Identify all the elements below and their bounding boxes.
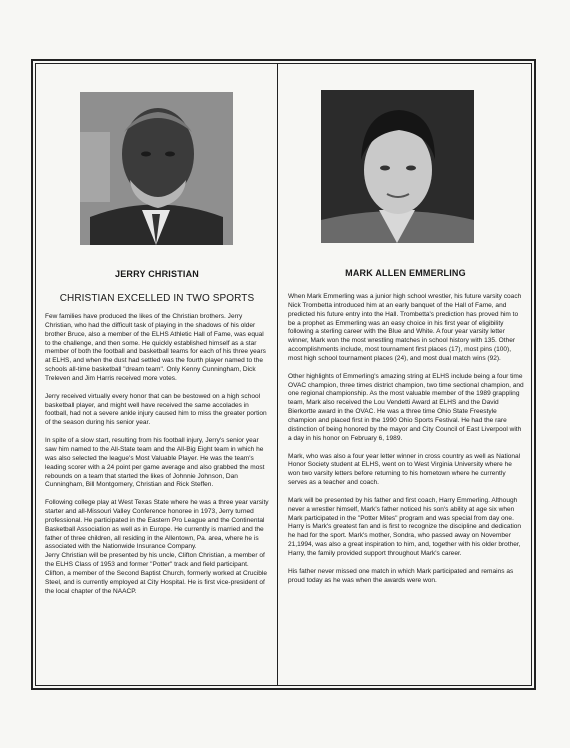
left-paragraph: In spite of a slow start, resulting from his football injury, Jerry's senior year saw him named to the All-State team and the All-Big Eight team in which he was also selected the league's Most Valuable Player. He was the team's leading scorer with a 24 point per game average and also grabbed the most rebounds on a team that started the likes of Johnnie Johnson, Dan Cunningham, Bill Montgomery, Christian and Rick Steffen. bbox=[45, 437, 265, 489]
right-paragraph: When Mark Emmerling was a junior high school wrestler, his future varsity coach Nick Trombetta introduced him at an early banquet of the Hall of Fame, and predicted his future entry into the Hall. Trombetta's prediction has proved him to be a prophet as Emmerling was an easy choice in his first year of eligibility following a sterling career with the Blue and White. A four year varsity letter winner, Mark won the most wrestling matches in school history with 135. Other accomplishments include, most tournament first places (17), most pins (100), most high school tournament places (24), and most dual match wins (92). bbox=[288, 293, 522, 362]
left-name: JERRY CHRISTIAN bbox=[114, 269, 199, 279]
portrait-photo-jerry-christian bbox=[80, 92, 233, 245]
column-divider bbox=[277, 64, 278, 685]
left-column bbox=[40, 64, 274, 684]
right-paragraph: His father never missed one match in which Mark participated and remains as proud today as he was when the awards were won. bbox=[288, 567, 514, 584]
right-body bbox=[288, 293, 525, 594]
right-paragraph: Mark will be presented by his father and first coach, Harry Emmerling. Although never a wrestler himself, Mark's father noticed his son's ability at age six when Mark participated in the "Potter Mites" program and was special from day one. Harry is Mark's greatest fan and is first to recognize the discipline and dedication he had for the sport. Mark's mother, Sondra, who passed away on November 21,1994, was also a great inspiration to him, and, together with his older brother, Harry, the family provided support throughout Mark's career. bbox=[288, 496, 522, 557]
left-paragraph: Few families have produced the likes of the Christian brothers. Jerry Christian, who had the difficult task of playing in the shadows of his older brother Bruce, also a member of the ELHS Athletic Hall of Fame, was equal to the challenge, and then some. He quickly established himself as a star member of both the football and basketball teams for each of his three years at ELHS, and when the dust had settled was the fourth player named to the schools all-time basketball "dream team". Only Kenny Cunningham, Dick Treleven and Jim Harris received more votes. bbox=[45, 313, 266, 382]
left-subtitle: CHRISTIAN EXCELLED IN TWO SPORTS bbox=[59, 293, 255, 304]
left-paragraph: Following college play at West Texas State where he was a three year varsity starter and all-Missouri Valley Conference honoree in 1973, Jerry turned professional. He participated in the Eastern Pro League and the Continental Basketball Association as well as in Europe. He currently is married and the father of three children, all residing in the Allentown, Pa. area, where he is associated with the Nationwide Insurance Company. Jerry Christian will be presented by his uncle, Clifton Christian, a member of the ELHS Class of 1953 and former "Potter" track and field participant. Clifton, a member of the Second Baptist Church, formerly worked at Crucible Steel, and is currently employed at City Hospital. He is first vice-president of the local chapter of the NAACP. bbox=[45, 499, 269, 595]
portrait-photo-mark-emmerling bbox=[321, 90, 474, 243]
right-name: MARK ALLEN EMMERLING bbox=[345, 268, 466, 278]
left-paragraph: Jerry received virtually every honor that can be bestowed on a high school basketball player, and might well have received the same accolades in football, had not a severe ankle injury caused him to miss the greater portion of the season during his senior year. bbox=[45, 392, 267, 427]
right-paragraph: Mark, who was also a four year letter winner in cross country as well as National Honor Society student at ELHS, went on to West Virginia University where he won two varsity letters before returning to his hometown where he currently serves as a teacher and coach. bbox=[288, 452, 521, 487]
right-column bbox=[283, 64, 528, 684]
portrait-photo-icon bbox=[321, 90, 474, 243]
portrait-photo-icon bbox=[80, 92, 233, 245]
left-body bbox=[45, 313, 270, 605]
right-paragraph: Other highlights of Emmerling's amazing string at ELHS include being a four time OVAC champion, three times district champion, two time sectional champion, and one regional championship. As the most valuable member of the 1989 grappling team, Mark also received the Lou Vendetti Award at ELHS and the David Bierkortte award in the OVAC. He was a three time Ohio State Freestyle champion and placed first in the 1990 Ohio Sports Festival. He had the rare distinction of being honored by the mayor and City Council of East Liverpool with a day in his honor on February 6, 1989. bbox=[288, 372, 524, 442]
